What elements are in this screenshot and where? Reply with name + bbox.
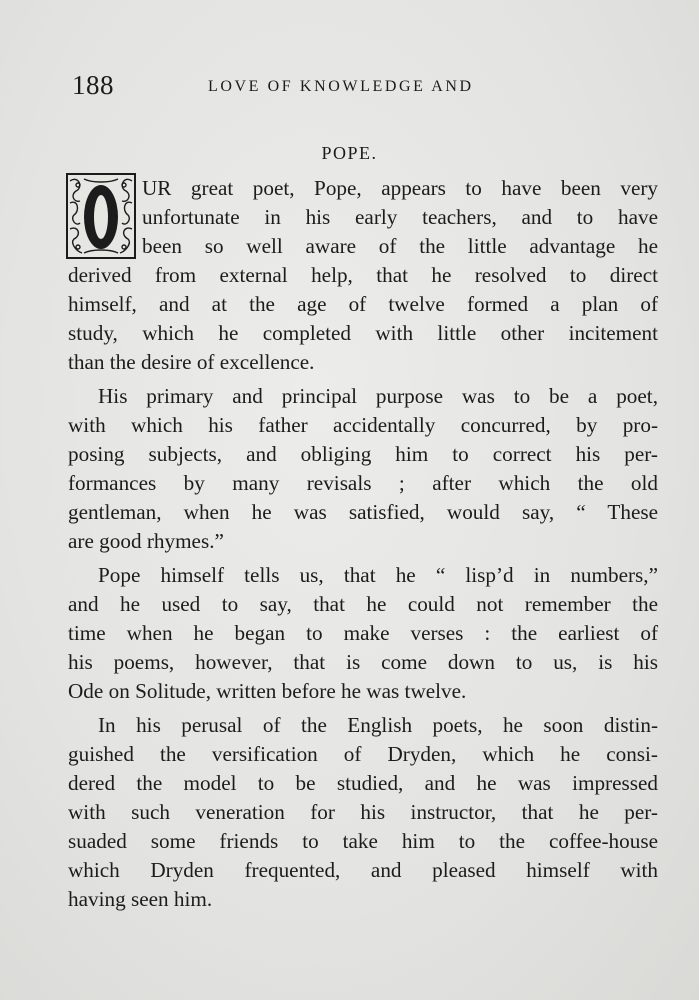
text-line: His primary and principal purpose was to be a poet,: [98, 384, 658, 408]
drop-cap-letter: O: [97, 225, 105, 236]
text-line: suaded some friends to take him to the coffee-house: [68, 829, 658, 853]
text-line: Ode on Solitude, written before he was twelve.: [68, 679, 467, 703]
text-line: guished the versification of Dryden, which he consi-: [68, 742, 658, 766]
text-line: Pope himself tells us, that he “ lisp’d in numbers,”: [98, 563, 658, 587]
text-line: himself, and at the age of twelve formed a plan of: [68, 292, 658, 316]
text-line: having seen him.: [68, 887, 213, 911]
text-line: formances by many revisals ; after which the old: [68, 471, 658, 495]
text-line: with which his father accidentally concurred, by pro-: [68, 413, 658, 437]
text-line: unfortunate in his early teachers, and to have: [142, 205, 658, 229]
running-head: [72, 70, 656, 106]
text-line: study, which he completed with little other incitement: [68, 321, 658, 345]
text-line: are good rhymes.”: [68, 529, 224, 553]
running-title: LOVE OF KNOWLEDGE AND: [208, 78, 474, 95]
text-line: In his perusal of the English poets, he soon distin-: [98, 713, 658, 737]
page-number: 188: [72, 70, 114, 100]
text-line: posing subjects, and obliging him to correct his per-: [68, 442, 658, 466]
text-line: which Dryden frequented, and pleased himself with: [68, 858, 658, 882]
section-title: POPE.: [321, 143, 378, 163]
text-line: than the desire of excellence.: [68, 350, 315, 374]
text-line: gentleman, when he was satisfied, would say, “ These: [68, 500, 658, 524]
text-line: UR great poet, Pope, appears to have been very: [142, 176, 658, 200]
text-line: with such veneration for his instructor, that he per-: [68, 800, 658, 824]
text-line: and he used to say, that he could not remember the: [68, 592, 658, 616]
text-line: been so well aware of the little advantage he: [142, 234, 658, 258]
text-line: time when he began to make verses : the earliest of: [68, 621, 658, 645]
text-line: derived from external help, that he resolved to direct: [68, 263, 658, 287]
body-text: [68, 174, 658, 914]
text-line: his poems, however, that is come down to us, is his: [68, 650, 658, 674]
text-line: dered the model to be studied, and he was impressed: [68, 771, 658, 795]
